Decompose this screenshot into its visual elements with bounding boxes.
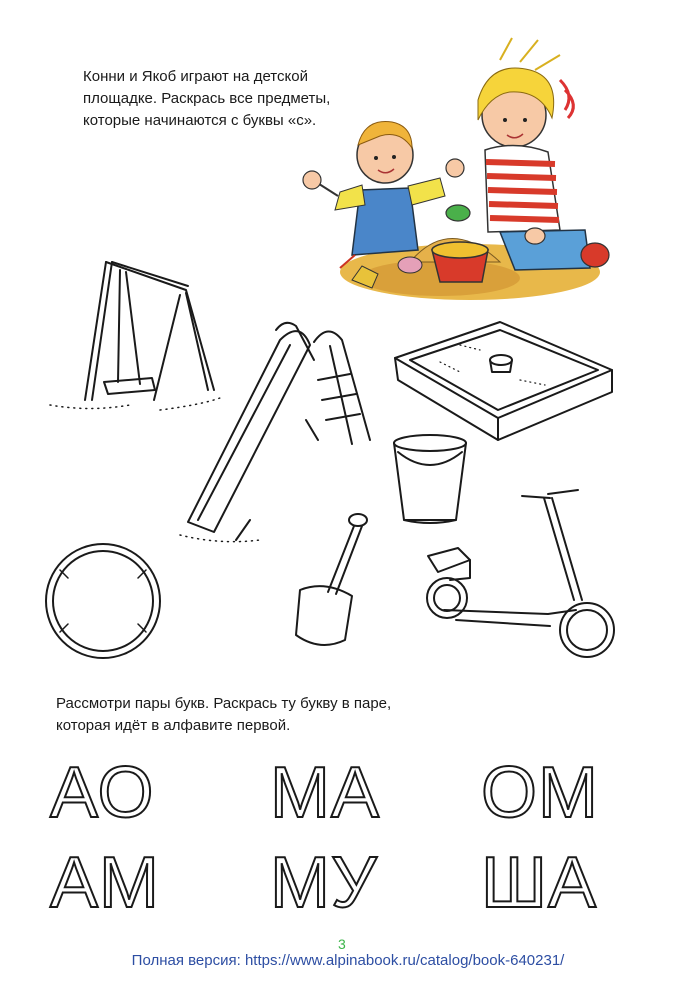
letter-pair-2: МА	[270, 753, 380, 833]
children-in-sandbox-picture	[303, 38, 609, 300]
letter-pair-1: АО	[50, 753, 155, 833]
full-version-link[interactable]: Полная версия: https://www.alpinabook.ru/catalog/book-640231/	[131, 952, 565, 969]
slide-icon	[180, 323, 370, 542]
letter-pair-6: ША	[481, 843, 598, 923]
task1-line-3: которые начинаются с буквы «с».	[83, 112, 317, 129]
swing-icon	[50, 262, 220, 410]
task2-line-2: которая идёт в алфавите первой.	[56, 717, 291, 734]
letter-pair-5: МУ	[270, 843, 378, 923]
task2-instruction	[56, 693, 391, 737]
letter-pair-4: АМ	[50, 843, 160, 923]
task2-line-1: Рассмотри пары букв. Раскрась ту букву в паре,	[56, 695, 392, 712]
task1-line-1: Конни и Якоб играют на детской	[83, 68, 308, 85]
task1-line-2: площадке. Раскрась все предметы,	[83, 90, 331, 107]
shovel-icon	[296, 514, 367, 645]
letter-pair-3: ОМ	[481, 753, 599, 833]
page-number: 3	[338, 936, 346, 952]
bucket-icon	[394, 435, 466, 523]
scooter-icon	[427, 490, 614, 657]
hoop-icon	[46, 544, 160, 658]
sandbox-icon	[395, 322, 612, 440]
